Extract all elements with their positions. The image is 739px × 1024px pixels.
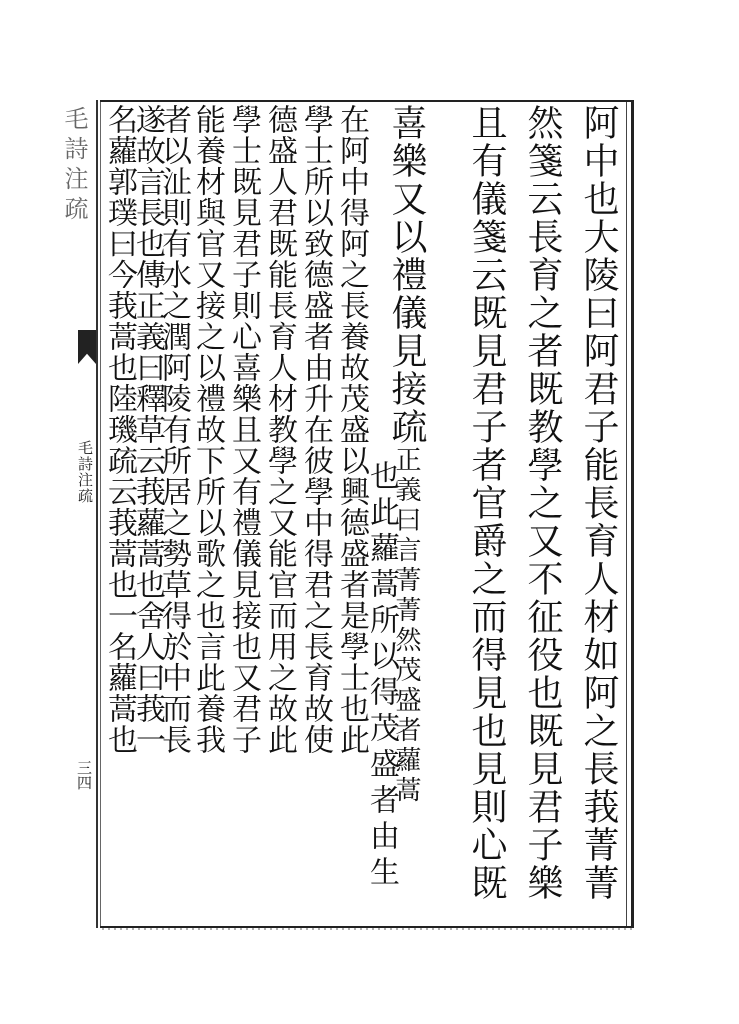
page-number: 三四 — [75, 760, 93, 790]
text-column-6: 在阿中得阿之長養故茂盛以興德盛者是學士也此 — [334, 104, 369, 755]
text-column-12: 遂故言長也傳正義曰釋草云莪蘿蒿也舍人曰莪一 — [130, 104, 165, 755]
text-column-9: 學士既見君子則心喜樂且又有禮儀見接也又君子 — [226, 104, 261, 755]
book-title: 毛詩注疏 — [76, 440, 94, 504]
column-4-main-text: 喜樂又以禮儀見接疏 — [386, 104, 427, 446]
text-column-13: 名蘿郭璞曰今莪蒿也陸璣疏云莪蒿也一名蘿蒿也 — [102, 104, 137, 755]
fish-tail-mark-icon — [78, 330, 96, 364]
bottom-border-texture — [100, 926, 634, 932]
text-column-1: 阿中也大陵曰阿君子能長育人材如阿之長莪菁菁 — [578, 104, 619, 902]
frame-inner-rule — [626, 102, 627, 926]
text-column-2: 然箋云長育之者既教學之又不征役也既見君子樂 — [522, 104, 563, 902]
gutter-rule — [96, 100, 98, 928]
column-4-commentary: 正義曰言菁菁然茂盛者蘿蒿 — [391, 446, 421, 806]
text-column-8: 德盛人君既能長育人材教學之又能官而用之故此 — [262, 104, 297, 755]
text-column-7: 學士所以致德盛者由升在彼學中得君之長育故使 — [298, 104, 333, 755]
text-column-10: 能養材與官又接之以禮故下所以歌之也言此養我 — [190, 104, 225, 755]
text-column-5: 也此蘿蒿所以得茂盛者由生 — [364, 460, 399, 892]
gutter-partial-title: 毛詩注疏 — [60, 106, 88, 226]
text-column-3: 且有儀箋云既見君子者官爵之而得見也見則心既 — [466, 104, 507, 902]
text-column-11: 者以沚則有水之潤阿陵有所居之勢草得於中而長 — [156, 104, 191, 755]
